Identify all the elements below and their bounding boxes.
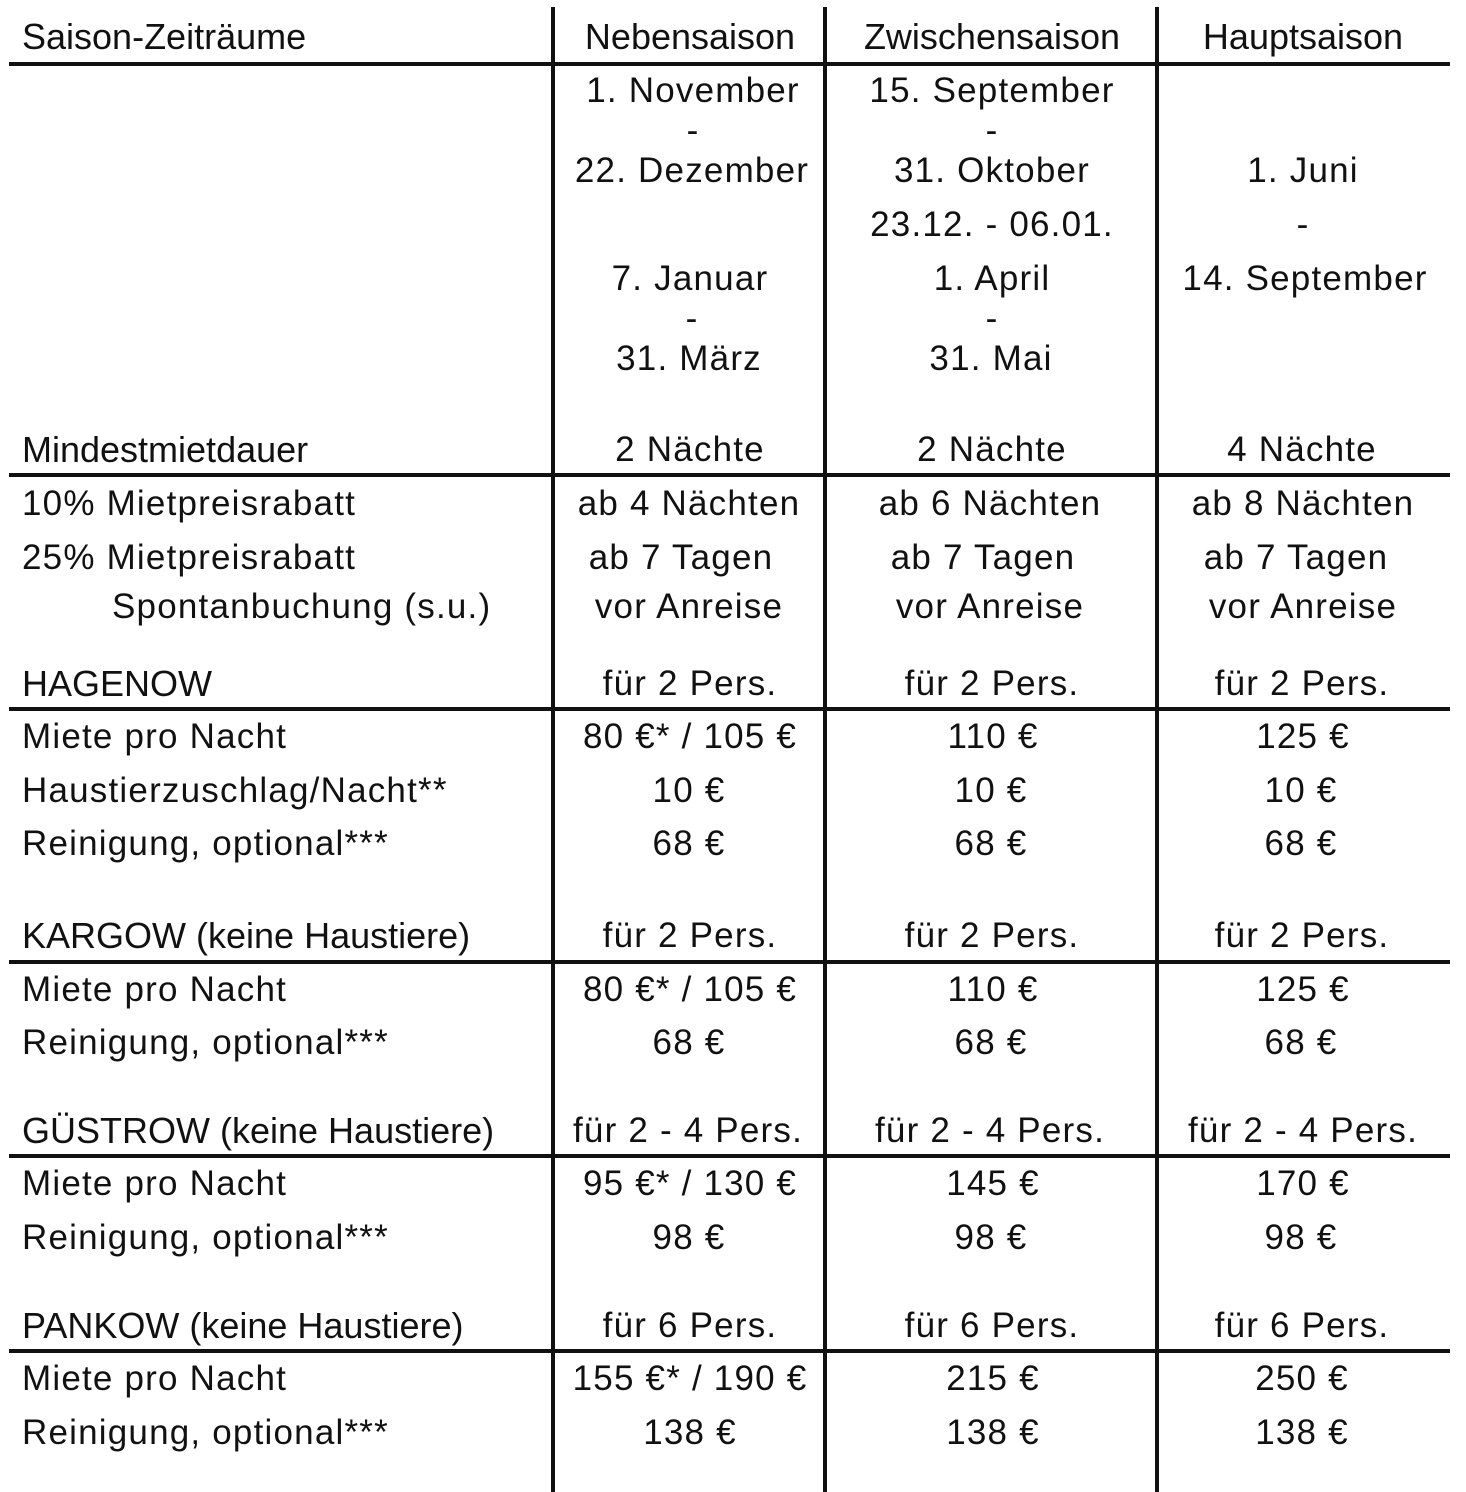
pankow-rule (9, 1349, 1450, 1353)
guestrow-persons-zwischen: für 2 - 4 Pers. (874, 1111, 1106, 1150)
kargow-persons-haupt: für 2 Pers. (1214, 916, 1390, 955)
discount-25-neben-line2: vor Anreise (594, 587, 784, 626)
hagenow-pet-label: Haustierzuschlag/Nacht** (22, 771, 448, 810)
guestrow-rule (9, 1154, 1450, 1158)
discount-25-zwischen-line1: ab 7 Tagen (890, 538, 1076, 577)
house-title: PANKOW (22, 1305, 180, 1346)
kargow-cleaning-label: Reinigung, optional*** (22, 1023, 389, 1062)
guestrow-rent-label: Miete pro Nacht (22, 1164, 288, 1203)
header-hauptsaison: Hauptsaison (1202, 16, 1404, 57)
neben-period-start-1: 1. November (586, 71, 800, 110)
header-nebensaison: Nebensaison (584, 16, 796, 57)
guestrow-rent-neben: 95 €* / 130 € (582, 1164, 798, 1203)
kargow-rent-label: Miete pro Nacht (22, 970, 288, 1009)
pankow-rent-zwischen: 215 € (946, 1359, 1040, 1398)
hagenow-rent-neben: 80 €* / 105 € (582, 717, 798, 756)
house-title: GÜSTROW (22, 1110, 210, 1151)
discount-10-label: 10% Mietpreisrabatt (22, 484, 357, 523)
pankow-cleaning-haupt: 138 € (1255, 1413, 1349, 1452)
guestrow-rent-haupt: 170 € (1256, 1164, 1350, 1203)
neben-period-end-1: 22. Dezember (574, 151, 810, 190)
neben-period-start-2: 7. Januar (611, 259, 769, 298)
zwischen-period-dash-2: - (985, 299, 999, 338)
haupt-period-dash: - (1296, 205, 1310, 244)
hagenow-cleaning-haupt: 68 € (1264, 824, 1338, 863)
guestrow-cleaning-label: Reinigung, optional*** (22, 1218, 389, 1257)
hagenow-rent-haupt: 125 € (1256, 717, 1350, 756)
discount-25-haupt-line1: ab 7 Tagen (1203, 538, 1389, 577)
minimum-stay-neben: 2 Nächte (615, 430, 765, 469)
column-divider-1 (551, 7, 555, 1492)
guestrow-cleaning-neben: 98 € (652, 1218, 726, 1257)
zwischen-period-start-2: 1. April (933, 259, 1051, 298)
minimum-stay-zwischen: 2 Nächte (917, 430, 1067, 469)
pankow-cleaning-zwischen: 138 € (946, 1413, 1040, 1452)
neben-period-dash-2: - (685, 299, 699, 338)
zwischen-period-start-1: 15. September (869, 71, 1115, 110)
hagenow-pet-haupt: 10 € (1264, 771, 1338, 810)
pankow-rent-neben: 155 €* / 190 € (572, 1359, 808, 1398)
house-title: KARGOW (22, 915, 187, 956)
house-note: (keine Haustiere) (196, 915, 471, 956)
hagenow-persons-neben: für 2 Pers. (602, 664, 778, 703)
pankow-cleaning-label: Reinigung, optional*** (22, 1413, 389, 1452)
zwischen-period-end-1: 31. Oktober (893, 151, 1091, 190)
hagenow-pet-neben: 10 € (652, 771, 726, 810)
hagenow-rule (9, 707, 1450, 711)
hagenow-cleaning-zwischen: 68 € (954, 824, 1028, 863)
header-rule (9, 62, 1450, 66)
house-note: (keine Haustiere) (220, 1110, 495, 1151)
hagenow-rent-label: Miete pro Nacht (22, 717, 288, 756)
kargow-rule (9, 960, 1450, 964)
pankow-rent-label: Miete pro Nacht (22, 1359, 288, 1398)
hagenow-cleaning-neben: 68 € (652, 824, 726, 863)
column-divider-2 (823, 7, 827, 1492)
minimum-rule (9, 473, 1450, 477)
guestrow-persons-neben: für 2 - 4 Pers. (572, 1111, 804, 1150)
kargow-rent-haupt: 125 € (1256, 970, 1350, 1009)
header-seasons-label: Saison-Zeiträume (22, 16, 307, 57)
kargow-cleaning-neben: 68 € (652, 1023, 726, 1062)
zwischen-period-end-2: 31. Mai (929, 339, 1053, 378)
discount-25-haupt-line2: vor Anreise (1208, 587, 1398, 626)
hagenow-pet-zwischen: 10 € (954, 771, 1028, 810)
guestrow-cleaning-zwischen: 98 € (954, 1218, 1028, 1257)
zwischen-period-holidays: 23.12. - 06.01. (870, 205, 1114, 244)
kargow-persons-zwischen: für 2 Pers. (904, 916, 1080, 955)
kargow-rent-zwischen: 110 € (947, 970, 1039, 1009)
guestrow-cleaning-haupt: 98 € (1264, 1218, 1338, 1257)
minimum-stay-label: Mindestmietdauer (22, 429, 309, 470)
house-title: HAGENOW (22, 663, 213, 704)
guestrow-persons-haupt: für 2 - 4 Pers. (1187, 1111, 1419, 1150)
discount-25-label: 25% Mietpreisrabatt (22, 538, 357, 577)
house-name-pankow (22, 1305, 464, 1346)
zwischen-period-dash-1: - (985, 111, 999, 150)
kargow-persons-neben: für 2 Pers. (602, 916, 778, 955)
house-note: (keine Haustiere) (189, 1305, 464, 1346)
hagenow-cleaning-label: Reinigung, optional*** (22, 824, 389, 863)
haupt-period-end: 14. September (1182, 259, 1428, 298)
pankow-persons-haupt: für 6 Pers. (1214, 1306, 1390, 1345)
spontaneous-booking-label: Spontanbuchung (s.u.) (112, 587, 492, 626)
discount-10-neben: ab 4 Nächten (577, 484, 801, 523)
minimum-stay-haupt: 4 Nächte (1227, 430, 1377, 469)
discount-10-haupt: ab 8 Nächten (1191, 484, 1415, 523)
guestrow-rent-zwischen: 145 € (946, 1164, 1040, 1203)
kargow-cleaning-haupt: 68 € (1264, 1023, 1338, 1062)
house-name-kargow (22, 915, 471, 956)
neben-period-dash-1: - (686, 111, 700, 150)
haupt-period-start: 1. Juni (1247, 151, 1359, 190)
house-name-guestrow (22, 1110, 495, 1151)
pankow-rent-haupt: 250 € (1255, 1359, 1349, 1398)
house-name-hagenow (22, 663, 213, 704)
neben-period-end-2: 31. März (616, 339, 762, 378)
pankow-cleaning-neben: 138 € (643, 1413, 737, 1452)
kargow-cleaning-zwischen: 68 € (954, 1023, 1028, 1062)
hagenow-persons-zwischen: für 2 Pers. (904, 664, 1080, 703)
kargow-rent-neben: 80 €* / 105 € (582, 970, 798, 1009)
pankow-persons-neben: für 6 Pers. (602, 1306, 778, 1345)
hagenow-persons-haupt: für 2 Pers. (1214, 664, 1390, 703)
pankow-persons-zwischen: für 6 Pers. (904, 1306, 1080, 1345)
hagenow-rent-zwischen: 110 € (947, 717, 1039, 756)
column-divider-3 (1155, 7, 1159, 1492)
header-zwischensaison: Zwischensaison (863, 16, 1121, 57)
discount-10-zwischen: ab 6 Nächten (878, 484, 1102, 523)
discount-25-neben-line1: ab 7 Tagen (588, 538, 774, 577)
discount-25-zwischen-line2: vor Anreise (895, 587, 1085, 626)
